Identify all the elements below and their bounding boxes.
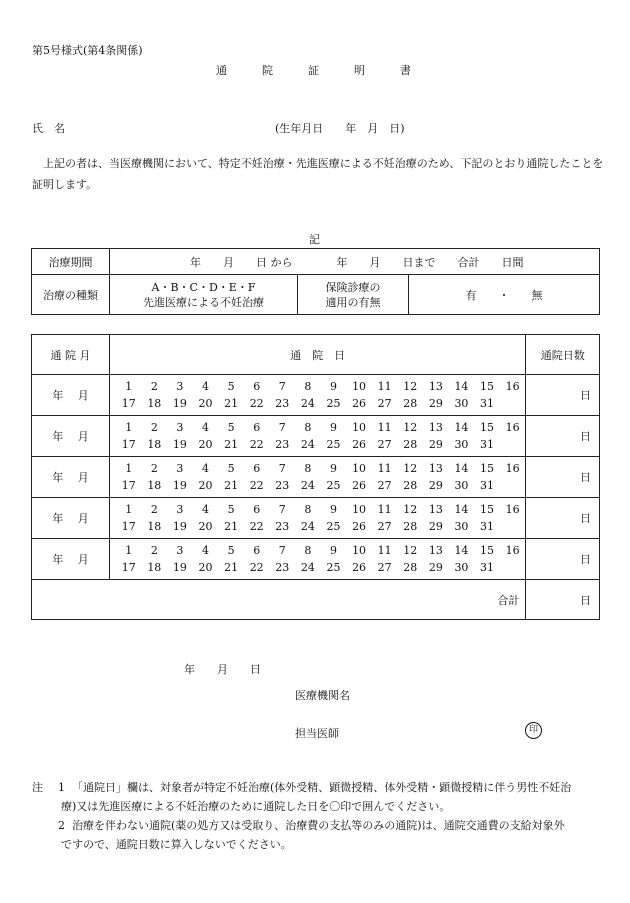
day-number[interactable]: 23 [275,397,290,410]
day-number[interactable]: 12 [403,462,418,475]
day-number[interactable]: 8 [304,503,312,516]
day-number[interactable]: 23 [275,479,290,492]
day-number[interactable]: 19 [172,397,187,410]
day-number[interactable]: 27 [377,479,392,492]
day-number[interactable]: 8 [304,462,312,475]
day-number[interactable]: 24 [300,520,315,533]
day-number[interactable]: 27 [377,397,392,410]
day-number[interactable]: 31 [480,397,495,410]
day-number[interactable]: 13 [428,421,443,434]
visit-count-cell: 日 [526,457,600,498]
day-number[interactable]: 10 [352,421,367,434]
day-number[interactable]: 5 [227,421,235,434]
day-number[interactable]: 6 [253,503,261,516]
day-number[interactable]: 12 [403,503,418,516]
seal-mark [525,722,542,739]
day-number[interactable]: 18 [147,479,162,492]
treatment-period-value [110,249,600,275]
day-number-line [110,518,526,535]
treatment-period-label: 治療期間 [32,249,110,275]
day-number[interactable]: 13 [428,503,443,516]
day-number-line [110,542,526,559]
day-number[interactable]: 20 [198,520,213,533]
day-number[interactable]: 27 [377,520,392,533]
day-number[interactable]: 19 [172,520,187,533]
visit-days-cell [109,457,526,498]
title-char-5: 書 [400,64,411,77]
visit-days-cell [109,375,526,416]
day-number[interactable]: 3 [176,380,184,393]
day-number[interactable]: 15 [480,380,495,393]
day-number[interactable]: 31 [480,561,495,574]
day-number[interactable]: 9 [329,421,337,434]
day-number[interactable]: 7 [278,421,286,434]
day-number[interactable]: 15 [480,462,495,475]
day-number[interactable]: 22 [249,397,264,410]
header-visit-days: 通 院 日 [109,335,526,375]
day-number[interactable]: 10 [352,380,367,393]
visit-month-cell: 年 月 [32,498,110,539]
day-number[interactable]: 25 [326,479,341,492]
total-count-cell: 日 [526,580,600,620]
day-number[interactable]: 24 [300,438,315,451]
visit-month-cell: 年 月 [32,539,110,580]
note-2-line2: ですので、通院日数に算入しないでください。 [61,838,292,851]
insurance-value: 有 ・ 無 [409,275,600,315]
day-number[interactable]: 7 [278,462,286,475]
treatment-period-text: 年 月 日 から 年 月 日まで 合計 日間 [190,255,524,269]
day-number[interactable]: 5 [227,503,235,516]
day-number[interactable]: 23 [275,438,290,451]
day-number[interactable]: 26 [352,561,367,574]
day-number[interactable]: 4 [202,544,209,557]
day-number[interactable]: 30 [454,520,469,533]
treatment-info-table [31,248,600,315]
day-number[interactable]: 4 [202,503,209,516]
day-number[interactable]: 4 [202,380,209,393]
day-number[interactable]: 17 [121,561,136,574]
note-1-number: 1 [58,781,65,794]
visit-month-cell: 年 月 [32,457,110,498]
day-number[interactable]: 8 [304,380,312,393]
day-number[interactable]: 25 [326,520,341,533]
day-number[interactable]: 18 [147,438,162,451]
insurance-label [298,275,409,315]
day-number[interactable]: 4 [202,421,209,434]
day-number[interactable]: 21 [224,520,239,533]
day-number[interactable]: 27 [377,561,392,574]
day-number[interactable]: 15 [480,503,495,516]
day-number[interactable]: 25 [326,397,341,410]
day-number[interactable]: 18 [147,397,162,410]
issue-date: 年 月 日 [184,663,261,676]
title-char-4: 明 [354,64,365,77]
day-number[interactable]: 26 [352,438,367,451]
day-number[interactable]: 25 [326,438,341,451]
treatment-type-label: 治療の種類 [32,275,110,315]
day-number[interactable]: 8 [304,544,312,557]
day-number[interactable]: 21 [224,397,239,410]
day-number[interactable]: 6 [253,462,261,475]
day-number[interactable]: 12 [403,380,418,393]
day-number[interactable]: 13 [428,544,443,557]
day-number[interactable]: 11 [377,462,392,475]
day-number[interactable]: 19 [172,561,187,574]
note-2-number: 2 [58,819,65,832]
day-number[interactable]: 28 [403,479,418,492]
day-number[interactable]: 21 [224,438,239,451]
visit-count-cell: 日 [526,498,600,539]
day-number[interactable]: 14 [454,544,469,557]
day-number[interactable]: 12 [403,421,418,434]
birth-date-label: (生年月日 年 月 日) [275,122,405,135]
day-number[interactable]: 15 [480,421,495,434]
day-number-line [110,436,526,453]
day-number[interactable]: 17 [121,397,136,410]
day-number[interactable]: 24 [300,561,315,574]
day-number[interactable]: 22 [249,520,264,533]
day-number[interactable]: 18 [147,520,162,533]
day-number[interactable]: 20 [198,438,213,451]
day-number-line [110,460,526,477]
note-1-line2: 療)又は先進医療による不妊治療のために通院した日を〇印で囲んでください。 [61,800,451,813]
form-number: 第5号様式(第4条関係) [32,44,143,57]
day-number[interactable]: 4 [202,462,209,475]
day-number[interactable]: 3 [176,503,184,516]
day-number[interactable]: 28 [403,397,418,410]
day-number[interactable]: 2 [150,462,158,475]
day-number[interactable]: 21 [224,561,239,574]
day-number[interactable]: 9 [329,503,337,516]
visit-days-cell [109,539,526,580]
visit-days-cell [109,416,526,457]
institution-name-label: 医療機関名 [295,689,350,702]
day-number[interactable]: 7 [278,380,286,393]
day-number[interactable]: 6 [253,544,261,557]
day-number[interactable]: 11 [377,503,392,516]
day-number[interactable]: 19 [172,438,187,451]
insurance-label-line2: 適用の有無 [325,295,381,309]
day-number[interactable]: 14 [454,462,469,475]
day-number[interactable]: 31 [480,479,495,492]
visit-days-cell [109,498,526,539]
day-number[interactable]: 1 [125,462,133,475]
day-number[interactable]: 22 [249,561,264,574]
header-visit-month: 通 院 月 [32,335,110,375]
day-number[interactable]: 16 [505,503,520,516]
day-number[interactable]: 17 [121,520,136,533]
day-number[interactable]: 3 [176,544,184,557]
day-number[interactable]: 7 [278,544,286,557]
day-number[interactable]: 16 [505,421,520,434]
day-number[interactable]: 9 [329,544,337,557]
ki-heading: 記 [309,233,320,246]
day-number[interactable]: 5 [227,380,235,393]
day-number[interactable]: 20 [198,479,213,492]
statement-text: 上記の者は、当医療機関において、特定不妊治療・先進医療による不妊治療のため、下記のとおり通院したことを証明します。 [32,157,604,191]
day-number[interactable]: 29 [428,479,443,492]
header-visit-count: 通院日数 [526,335,600,375]
day-number[interactable]: 10 [352,544,367,557]
day-number[interactable]: 16 [505,462,520,475]
day-number[interactable]: 17 [121,479,136,492]
day-number[interactable]: 1 [125,421,133,434]
day-number[interactable]: 30 [454,561,469,574]
day-number[interactable]: 31 [480,520,495,533]
day-number-line [110,378,526,395]
day-number[interactable]: 6 [253,421,261,434]
day-number[interactable]: 21 [224,479,239,492]
day-number[interactable]: 25 [326,561,341,574]
day-number[interactable]: 29 [428,438,443,451]
day-number[interactable]: 26 [352,520,367,533]
day-number[interactable]: 19 [172,479,187,492]
day-number[interactable]: 2 [150,421,158,434]
treatment-type-value [110,275,298,315]
day-number[interactable]: 17 [121,438,136,451]
seal-char: 印 [528,725,538,735]
day-number[interactable]: 28 [403,438,418,451]
day-number[interactable]: 2 [150,380,158,393]
day-number[interactable]: 7 [278,503,286,516]
day-number[interactable]: 30 [454,397,469,410]
title-char-1: 通 [216,64,227,77]
day-number[interactable]: 28 [403,520,418,533]
visit-row [32,375,600,416]
name-label: 氏 名 [32,122,65,135]
day-number[interactable]: 11 [377,544,392,557]
visit-count-cell: 日 [526,375,600,416]
day-number[interactable]: 23 [275,520,290,533]
day-number[interactable]: 8 [304,421,312,434]
day-number[interactable]: 30 [454,479,469,492]
visit-days-table [31,334,600,620]
day-number[interactable]: 1 [125,544,133,557]
doctor-label: 担当医師 [295,727,339,740]
day-number[interactable]: 10 [352,503,367,516]
day-number[interactable]: 22 [249,438,264,451]
certification-statement [32,153,604,195]
visit-row [32,539,600,580]
day-number[interactable]: 13 [428,462,443,475]
day-number[interactable]: 18 [147,561,162,574]
day-number[interactable]: 16 [505,544,520,557]
note-2-line1: 治療を伴わない通院(薬の処方又は受取り、治療費の支払等のみの通院)は、通院交通費の支給対象外 [72,819,565,832]
day-number[interactable]: 20 [198,397,213,410]
day-number[interactable]: 14 [454,380,469,393]
note-1-line1: 「通院日」欄は、対象者が特定不妊治療(体外受精、顕微授精、体外受精・顕微授精に伴う男性不妊治 [72,781,572,794]
day-number[interactable]: 3 [176,421,184,434]
day-number[interactable]: 16 [505,380,520,393]
day-number[interactable]: 14 [454,503,469,516]
day-number[interactable]: 10 [352,462,367,475]
day-number[interactable]: 15 [480,544,495,557]
day-number-line [110,559,526,576]
visit-row [32,416,600,457]
day-number-line [110,477,526,494]
title-char-2: 院 [262,64,273,77]
day-number[interactable]: 31 [480,438,495,451]
treatment-type-advanced: 先進医療による不妊治療 [143,295,264,309]
day-number[interactable]: 6 [253,380,261,393]
day-number[interactable]: 9 [329,380,337,393]
day-number-line [110,419,526,436]
day-number[interactable]: 1 [125,503,133,516]
title-char-3: 証 [308,64,319,77]
day-number[interactable]: 3 [176,462,184,475]
visit-row [32,457,600,498]
day-number[interactable]: 30 [454,438,469,451]
day-number[interactable]: 23 [275,561,290,574]
visit-month-cell: 年 月 [32,375,110,416]
day-number[interactable]: 20 [198,561,213,574]
day-number[interactable]: 1 [125,380,133,393]
notes-label: 注 [32,781,43,794]
total-row [32,580,600,620]
day-number-line [110,395,526,412]
day-number[interactable]: 27 [377,438,392,451]
day-number[interactable]: 29 [428,397,443,410]
day-number[interactable]: 12 [403,544,418,557]
day-number[interactable]: 26 [352,479,367,492]
day-number[interactable]: 5 [227,462,235,475]
day-number[interactable]: 26 [352,397,367,410]
day-number[interactable]: 24 [300,479,315,492]
treatment-type-options: A・B・C・D・E・F [151,280,256,294]
day-number[interactable]: 22 [249,479,264,492]
day-number[interactable]: 9 [329,462,337,475]
visit-count-cell: 日 [526,416,600,457]
insurance-label-line1: 保険診療の [325,280,381,294]
day-number[interactable]: 29 [428,520,443,533]
day-number[interactable]: 11 [377,380,392,393]
day-number[interactable]: 2 [150,544,158,557]
day-number[interactable]: 5 [227,544,235,557]
day-number[interactable]: 28 [403,561,418,574]
total-label: 合計 [32,580,526,620]
day-number[interactable]: 29 [428,561,443,574]
day-number-line [110,501,526,518]
visit-month-cell: 年 月 [32,416,110,457]
visit-row [32,498,600,539]
day-number[interactable]: 2 [150,503,158,516]
day-number[interactable]: 14 [454,421,469,434]
day-number[interactable]: 24 [300,397,315,410]
day-number[interactable]: 13 [428,380,443,393]
visit-count-cell: 日 [526,539,600,580]
day-number[interactable]: 11 [377,421,392,434]
